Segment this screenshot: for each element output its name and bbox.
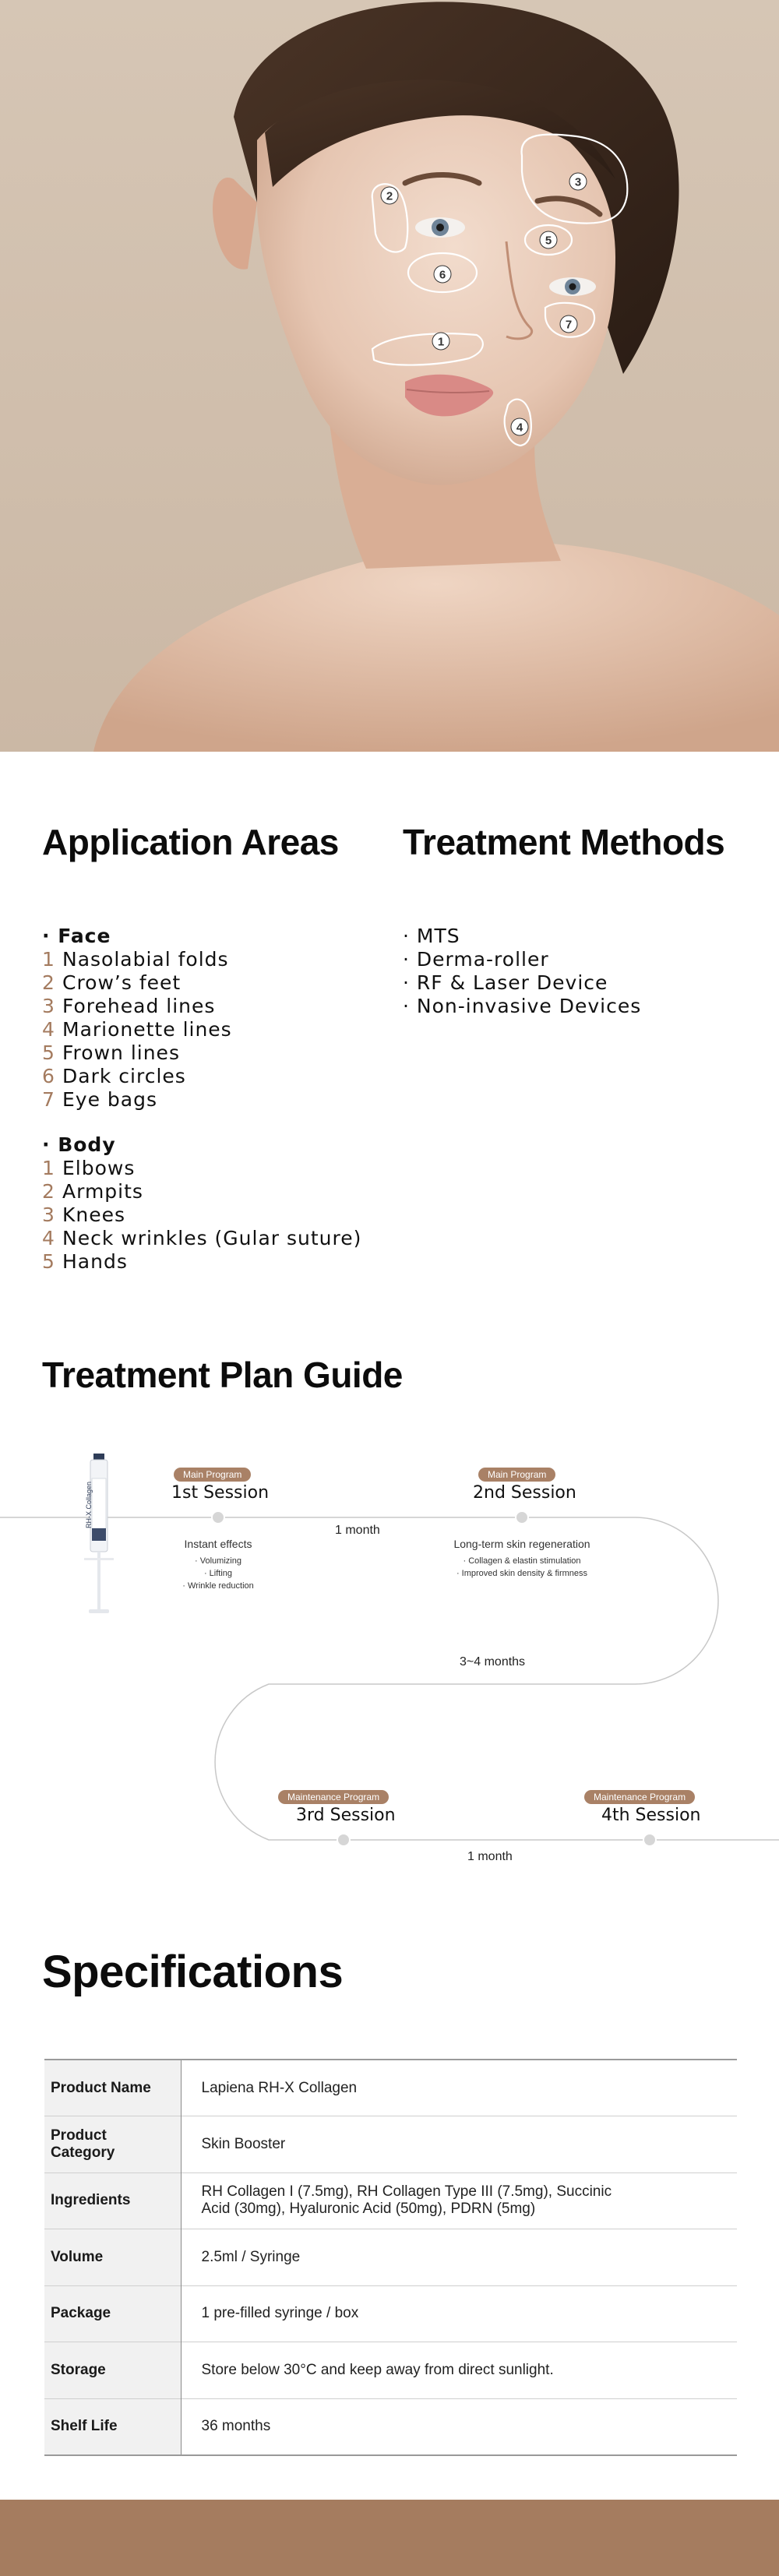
session-2-effects: Long-term skin regeneration · Collagen & elastin stimulation · Improved skin density & firmness xyxy=(453,1538,590,1578)
treatment-methods-list xyxy=(403,925,641,1018)
syringe-label: RH-X Collagen xyxy=(85,1481,93,1529)
session-2-title: 2nd Session xyxy=(473,1483,576,1503)
spec-key: Ingredients xyxy=(44,2173,181,2229)
session-3-title: 3rd Session xyxy=(296,1806,396,1825)
specifications-heading: Specifications xyxy=(42,1947,344,1997)
session-dot-2 xyxy=(516,1511,528,1524)
spec-value: 36 months xyxy=(201,2418,271,2434)
interval-3: 1 month xyxy=(467,1850,513,1863)
table-row xyxy=(44,2116,737,2173)
marker-1: 1 xyxy=(437,335,445,349)
interval-1: 1 month xyxy=(335,1524,380,1537)
session-1-title: 1st Session xyxy=(171,1483,270,1503)
application-areas-heading: Application Areas xyxy=(42,822,339,862)
application-areas-list xyxy=(42,925,361,1274)
session-4-tag: Maintenance Program xyxy=(584,1790,695,1804)
list-item: 3 Knees xyxy=(42,1203,126,1226)
table-row xyxy=(44,2398,737,2455)
spec-value: 1 pre-filled syringe / box xyxy=(201,2305,359,2322)
spec-key: Product Name xyxy=(44,2060,181,2116)
marker-4: 4 xyxy=(516,421,523,435)
spec-value: 2.5ml / Syringe xyxy=(201,2248,301,2265)
session-dot-4 xyxy=(643,1834,656,1846)
spec-key: Storage xyxy=(44,2342,181,2399)
session-dot-1 xyxy=(212,1511,224,1524)
list-item: 5 Hands xyxy=(42,1250,128,1273)
list-item: 3 Forehead lines xyxy=(42,995,216,1017)
marker-3: 3 xyxy=(574,175,582,189)
treatment-plan-heading: Treatment Plan Guide xyxy=(42,1355,403,1395)
session-4-title: 4th Session xyxy=(601,1806,701,1825)
list-item: 1 Elbows xyxy=(42,1157,136,1179)
list-item: · MTS xyxy=(403,925,460,947)
session-dot-3 xyxy=(337,1834,350,1846)
specifications-table xyxy=(44,2059,737,2456)
list-item: · Derma-roller xyxy=(403,948,549,971)
marker-6: 6 xyxy=(439,268,446,282)
list-item: 2 Armpits xyxy=(42,1180,143,1203)
list-item: · RF & Laser Device xyxy=(403,971,608,994)
list-item: 1 Nasolabial folds xyxy=(42,948,229,971)
spec-key: Package xyxy=(44,2285,181,2342)
spec-key: Volume xyxy=(44,2229,181,2286)
body-group-title: · Body xyxy=(42,1133,116,1156)
marker-2: 2 xyxy=(386,189,393,203)
marker-7: 7 xyxy=(565,318,573,332)
treatment-plan-diagram xyxy=(0,1441,779,1877)
list-item: 4 Neck wrinkles (Gular suture) xyxy=(42,1227,362,1249)
list-item: 4 Marionette lines xyxy=(42,1018,232,1041)
session-1-tag: Main Program xyxy=(174,1468,251,1482)
spec-value: Store below 30°C and keep away from direct sunlight. xyxy=(201,2361,554,2378)
hero-image xyxy=(0,0,779,752)
face-group-title: · Face xyxy=(42,925,111,947)
list-item: 2 Crow’s feet xyxy=(42,971,182,994)
spec-value: RH Collagen I (7.5mg), RH Collagen Type III (7.5mg), Succinic Acid (30mg), Hyaluronic Acid (50mg), PDRN (5mg) xyxy=(201,2183,612,2218)
syringe-image xyxy=(84,1454,114,1613)
list-item: 5 Frown lines xyxy=(42,1041,180,1064)
table-row xyxy=(44,2173,737,2229)
list-item: 6 Dark circles xyxy=(42,1065,186,1087)
interval-2: 3~4 months xyxy=(460,1655,526,1669)
session-2-tag: Main Program xyxy=(478,1468,555,1482)
spec-value: Lapiena RH-X Collagen xyxy=(201,2079,358,2096)
spec-key: Shelf Life xyxy=(44,2398,181,2455)
face-illustration xyxy=(0,0,779,752)
marker-5: 5 xyxy=(545,234,552,248)
table-row xyxy=(44,2060,737,2116)
session-3-tag: Maintenance Program xyxy=(278,1790,389,1804)
table-row xyxy=(44,2285,737,2342)
session-1-effects: Instant effects · Volumizing · Lifting · Wrinkle reduction xyxy=(182,1538,254,1591)
spec-value: Skin Booster xyxy=(201,2135,286,2152)
list-item: · Non-invasive Devices xyxy=(403,995,642,1017)
spec-key: Product Category xyxy=(44,2116,181,2173)
table-row xyxy=(44,2342,737,2399)
footer-band xyxy=(0,2500,779,2576)
list-item: 7 Eye bags xyxy=(42,1088,158,1111)
treatment-methods-heading: Treatment Methods xyxy=(403,822,725,862)
table-row xyxy=(44,2229,737,2286)
